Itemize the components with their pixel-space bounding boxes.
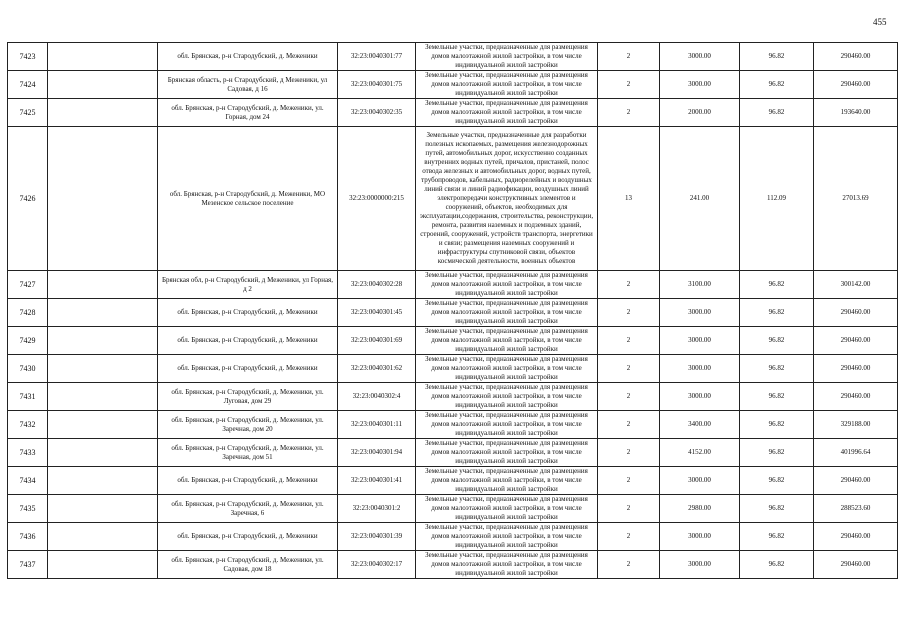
cell-empty (48, 411, 158, 439)
cell-empty (48, 495, 158, 523)
cell-value: 290460.00 (814, 355, 898, 383)
cell-group: 2 (598, 327, 660, 355)
cell-address: обл. Брянская, р-н Стародубский, д. Меженики (158, 299, 338, 327)
cell-rate: 96.82 (740, 71, 814, 99)
cell-address: обл. Брянская, р-н Стародубский, д. Меженики (158, 523, 338, 551)
cell-no: 7428 (8, 299, 48, 327)
table-row (8, 99, 898, 127)
cell-address: Брянская обл, р-н Стародубский, д Меженики, ул Горная, д 2 (158, 271, 338, 299)
cell-no: 7434 (8, 467, 48, 495)
cell-area: 3400.00 (660, 411, 740, 439)
cell-value: 290460.00 (814, 43, 898, 71)
table-row (8, 43, 898, 71)
cell-value: 290460.00 (814, 71, 898, 99)
cell-empty (48, 99, 158, 127)
cell-no: 7429 (8, 327, 48, 355)
cell-use: Земельные участки, предназначенные для размещения домов малоэтажной жилой застройки, в том числе индивидуальной жилой застройки (416, 551, 598, 579)
cell-group: 2 (598, 355, 660, 383)
cell-address: обл. Брянская, р-н Стародубский, д. Меженики (158, 467, 338, 495)
cell-empty (48, 383, 158, 411)
cell-rate: 96.82 (740, 523, 814, 551)
cell-empty (48, 439, 158, 467)
cell-use: Земельные участки, предназначенные для размещения домов малоэтажной жилой застройки, в том числе индивидуальной жилой застройки (416, 71, 598, 99)
cell-use: Земельные участки, предназначенные для размещения домов малоэтажной жилой застройки, в том числе индивидуальной жилой застройки (416, 439, 598, 467)
cell-value: 401996.64 (814, 439, 898, 467)
cell-area: 2000.00 (660, 99, 740, 127)
cell-empty (48, 271, 158, 299)
table-row (8, 411, 898, 439)
cell-no: 7436 (8, 523, 48, 551)
cell-group: 2 (598, 551, 660, 579)
cell-cadastral: 32:23:0040301:69 (338, 327, 416, 355)
cell-cadastral: 32:23:0040301:11 (338, 411, 416, 439)
cell-no: 7424 (8, 71, 48, 99)
cell-no: 7431 (8, 383, 48, 411)
cell-use: Земельные участки, предназначенные для размещения домов малоэтажной жилой застройки, в том числе индивидуальной жилой застройки (416, 467, 598, 495)
cell-rate: 96.82 (740, 327, 814, 355)
cell-no: 7433 (8, 439, 48, 467)
table-row (8, 355, 898, 383)
table-row (8, 271, 898, 299)
cell-area: 241.00 (660, 127, 740, 271)
cell-group: 2 (598, 523, 660, 551)
cell-use: Земельные участки, предназначенные для размещения домов малоэтажной жилой застройки, в том числе индивидуальной жилой застройки (416, 495, 598, 523)
cell-value: 329188.00 (814, 411, 898, 439)
cell-group: 2 (598, 99, 660, 127)
cell-rate: 96.82 (740, 355, 814, 383)
cell-empty (48, 127, 158, 271)
cell-use: Земельные участки, предназначенные для размещения домов малоэтажной жилой застройки, в том числе индивидуальной жилой застройки (416, 355, 598, 383)
cell-empty (48, 299, 158, 327)
cell-no: 7423 (8, 43, 48, 71)
cell-area: 3000.00 (660, 383, 740, 411)
cell-value: 290460.00 (814, 383, 898, 411)
cell-address: обл. Брянская, р-н Стародубский, д. Меженики (158, 355, 338, 383)
cell-value: 300142.00 (814, 271, 898, 299)
table-row (8, 439, 898, 467)
cell-area: 3000.00 (660, 467, 740, 495)
cell-value: 193640.00 (814, 99, 898, 127)
table-row (8, 127, 898, 271)
cell-cadastral: 32:23:0040302:35 (338, 99, 416, 127)
cell-group: 2 (598, 271, 660, 299)
table-row (8, 383, 898, 411)
cell-rate: 96.82 (740, 99, 814, 127)
cell-cadastral: 32:23:0040301:77 (338, 43, 416, 71)
table-row (8, 523, 898, 551)
cell-cadastral: 32:23:0040301:41 (338, 467, 416, 495)
cell-group: 2 (598, 411, 660, 439)
cell-empty (48, 327, 158, 355)
cell-use: Земельные участки, предназначенные для размещения домов малоэтажной жилой застройки, в том числе индивидуальной жилой застройки (416, 299, 598, 327)
cell-no: 7435 (8, 495, 48, 523)
cell-rate: 96.82 (740, 551, 814, 579)
cell-use: Земельные участки, предназначенные для размещения домов малоэтажной жилой застройки, в том числе индивидуальной жилой застройки (416, 523, 598, 551)
cell-area: 3000.00 (660, 327, 740, 355)
cell-use: Земельные участки, предназначенные для размещения домов малоэтажной жилой застройки, в том числе индивидуальной жилой застройки (416, 327, 598, 355)
cell-group: 2 (598, 43, 660, 71)
cell-rate: 96.82 (740, 439, 814, 467)
cell-address: обл. Брянская, р-н Стародубский, д. Меженики (158, 327, 338, 355)
cell-rate: 96.82 (740, 495, 814, 523)
cell-no: 7427 (8, 271, 48, 299)
cell-group: 2 (598, 495, 660, 523)
cell-no: 7425 (8, 99, 48, 127)
cell-cadastral: 32:23:0040302:17 (338, 551, 416, 579)
cell-cadastral: 32:23:0040302:4 (338, 383, 416, 411)
cell-use: Земельные участки, предназначенные для размещения домов малоэтажной жилой застройки, в том числе индивидуальной жилой застройки (416, 99, 598, 127)
table-row (8, 299, 898, 327)
cell-value: 290460.00 (814, 327, 898, 355)
cell-no: 7430 (8, 355, 48, 383)
cell-address: обл. Брянская, р-н Стародубский, д. Меженики, ул. Садовая, дом 18 (158, 551, 338, 579)
cell-rate: 96.82 (740, 43, 814, 71)
cell-cadastral: 32:23:0040301:2 (338, 495, 416, 523)
cell-area: 3000.00 (660, 551, 740, 579)
cell-area: 2980.00 (660, 495, 740, 523)
table-row (8, 327, 898, 355)
table-row (8, 495, 898, 523)
cell-group: 2 (598, 439, 660, 467)
cell-cadastral: 32:23:0040301:62 (338, 355, 416, 383)
cell-value: 290460.00 (814, 523, 898, 551)
cell-group: 2 (598, 299, 660, 327)
cell-no: 7432 (8, 411, 48, 439)
cell-cadastral: 32:23:0040301:39 (338, 523, 416, 551)
cell-empty (48, 467, 158, 495)
cell-address: обл. Брянская, р-н Стародубский, д. Меженики, ул. Горная, дом 24 (158, 99, 338, 127)
cell-empty (48, 355, 158, 383)
cell-rate: 96.82 (740, 383, 814, 411)
cell-group: 13 (598, 127, 660, 271)
cell-area: 3000.00 (660, 71, 740, 99)
cell-use: Земельные участки, предназначенные для размещения домов малоэтажной жилой застройки, в том числе индивидуальной жилой застройки (416, 43, 598, 71)
cell-cadastral: 32:23:0040301:75 (338, 71, 416, 99)
cell-value: 290460.00 (814, 467, 898, 495)
cell-value: 288523.60 (814, 495, 898, 523)
cell-use: Земельные участки, предназначенные для размещения домов малоэтажной жилой застройки, в том числе индивидуальной жилой застройки (416, 411, 598, 439)
cell-area: 3000.00 (660, 43, 740, 71)
cell-empty (48, 43, 158, 71)
cell-area: 3100.00 (660, 271, 740, 299)
cell-address: Брянская область, р-н Стародубский, д Меженики, ул Садовая, д 16 (158, 71, 338, 99)
table-row (8, 71, 898, 99)
table-row (8, 551, 898, 579)
cell-value: 290460.00 (814, 551, 898, 579)
cell-address: обл. Брянская, р-н Стародубский, д. Меженики, ул. Луговая, дом 29 (158, 383, 338, 411)
cell-address: обл. Брянская, р-н Стародубский, д. Меженики, ул. Заречная, дом 20 (158, 411, 338, 439)
cell-cadastral: 32:23:0040301:45 (338, 299, 416, 327)
cell-group: 2 (598, 467, 660, 495)
cell-use: Земельные участки, предназначенные для размещения домов малоэтажной жилой застройки, в том числе индивидуальной жилой застройки (416, 383, 598, 411)
cell-empty (48, 551, 158, 579)
cell-no: 7426 (8, 127, 48, 271)
cell-address: обл. Брянская, р-н Стародубский, д. Меженики, МО Мезенское сельское поселение (158, 127, 338, 271)
cell-area: 3000.00 (660, 299, 740, 327)
page-number: 455 (873, 17, 887, 27)
cadastral-value-table (7, 42, 898, 579)
cell-area: 3000.00 (660, 523, 740, 551)
cell-rate: 96.82 (740, 467, 814, 495)
cell-area: 3000.00 (660, 355, 740, 383)
cell-no: 7437 (8, 551, 48, 579)
cell-area: 4152.00 (660, 439, 740, 467)
cell-group: 2 (598, 71, 660, 99)
cell-cadastral: 32:23:0000000:215 (338, 127, 416, 271)
cell-rate: 96.82 (740, 411, 814, 439)
cell-cadastral: 32:23:0040302:28 (338, 271, 416, 299)
cell-empty (48, 523, 158, 551)
cell-address: обл. Брянская, р-н Стародубский, д. Меженики, ул. Заречная, 6 (158, 495, 338, 523)
cell-use: Земельные участки, предназначенные для размещения домов малоэтажной жилой застройки, в том числе индивидуальной жилой застройки (416, 271, 598, 299)
cell-address: обл. Брянская, р-н Стародубский, д. Меженики, ул. Заречная, дом 51 (158, 439, 338, 467)
table-row (8, 467, 898, 495)
cell-value: 27013.69 (814, 127, 898, 271)
cell-address: обл. Брянская, р-н Стародубский, д. Меженики (158, 43, 338, 71)
cell-rate: 96.82 (740, 299, 814, 327)
cell-cadastral: 32:23:0040301:94 (338, 439, 416, 467)
cell-group: 2 (598, 383, 660, 411)
cell-empty (48, 71, 158, 99)
cell-use: Земельные участки, предназначенные для разработки полезных ископаемых, размещения железнодорожных путей, автомобильных дорог, искусственно созданных внутренних водных путей, причалов, пристаней, полос отвода железных и автомобильных дорог, водных путей, трубопроводов, кабельных, радиорелейных и воздушных линий связи и линий радиофикации, воздушных линий электропередачи конструктивных элементов и сооружений, объектов, необходимых для эксплуатации,содержания, строительства, реконструкции, ремонта, развития наземных и подземных зданий, строений, сооружений, устройств транспорта, энергетики и связи; размещения наземных сооружений и инфраструктуры спутниковой связи, объектов космической деятельности, военных объектов (416, 127, 598, 271)
cell-rate: 96.82 (740, 271, 814, 299)
cell-value: 290460.00 (814, 299, 898, 327)
cell-rate: 112.09 (740, 127, 814, 271)
